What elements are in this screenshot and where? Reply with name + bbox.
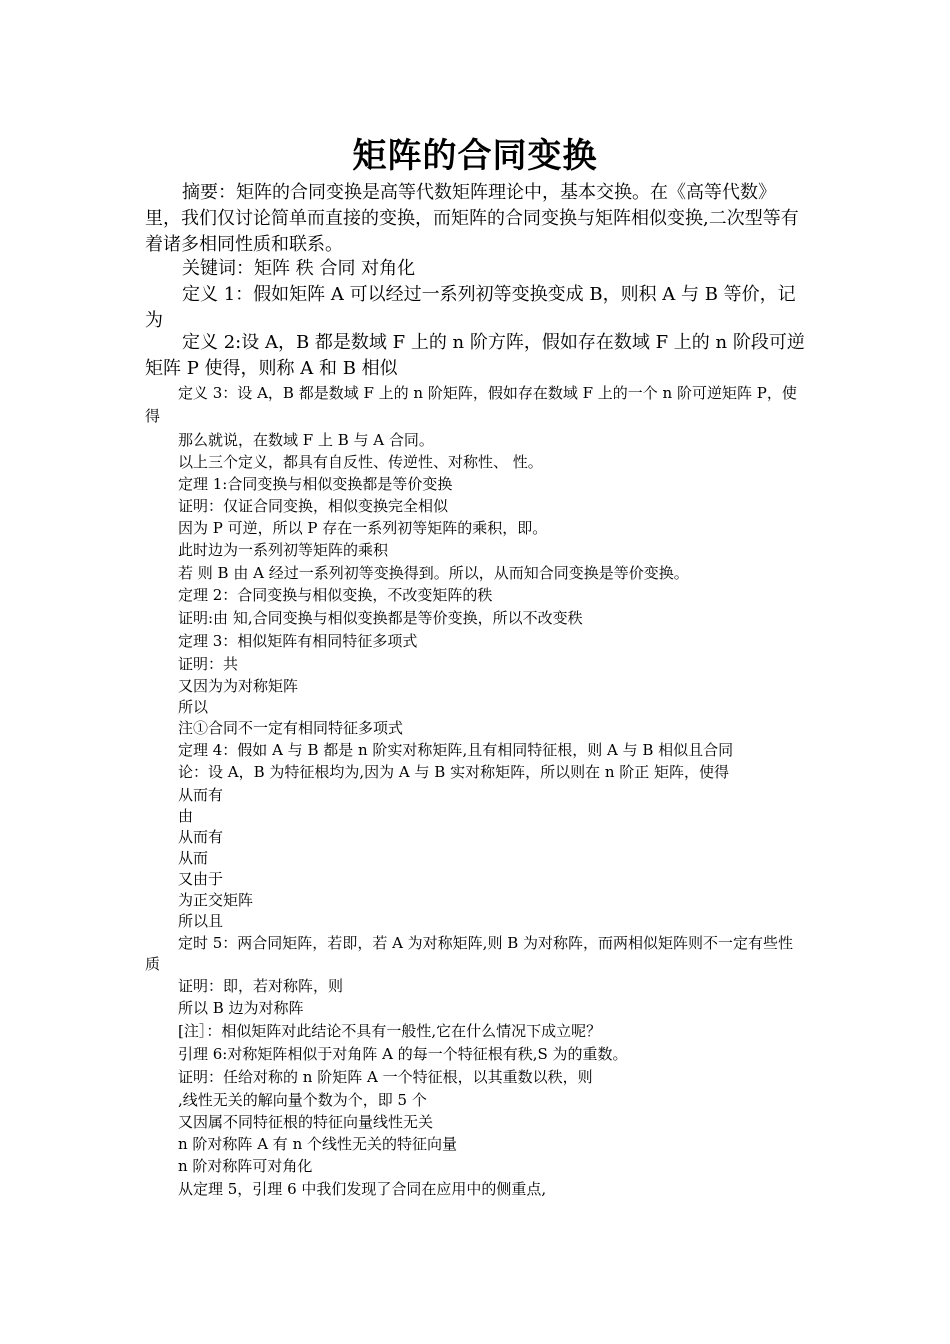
text-line: 以上三个定义，都具有自反性、传逆性、对称性、 性。	[178, 453, 543, 471]
text-line: 又因属不同特征根的特征向量线性无关	[178, 1113, 434, 1131]
text-line: 又由于	[178, 870, 224, 888]
text-line: 若 则 B 由 A 经过一系列初等变换得到。所以，从而知合同变换是等价变换。	[178, 564, 689, 582]
theorem-3: 定理 3：相似矩阵有相同特征多项式	[178, 632, 418, 650]
text-line: 此时边为一系列初等矩阵的乘积	[178, 541, 389, 559]
definition-3: 定义 3：设 A，B 都是数域 F 上的 n 阶矩阵，假如存在数域 F 上的一个 n 阶可逆矩阵 P，使得	[145, 384, 797, 425]
theorem-1: 定理 1:合同变换与相似变换都是等价变换	[178, 475, 453, 493]
text-line: 从定理 5，引理 6 中我们发现了合同在应用中的侧重点,	[178, 1180, 547, 1198]
text-line: n 阶对称阵可对角化	[178, 1157, 313, 1175]
text-line: 从而有	[178, 828, 224, 846]
note-line: [注］：相似矩阵对此结论不具有一般性,它在什么情况下成立呢？	[178, 1022, 602, 1040]
theorem-2: 定理 2：合同变换与相似变换，不改变矩阵的秩	[178, 586, 493, 604]
text-line: 为正交矩阵	[178, 891, 254, 909]
text-line: 所以且	[178, 912, 224, 930]
text-line: ,线性无关的解向量个数为个，即 5 个	[178, 1091, 427, 1109]
text-line: 证明：仅证合同变换，相似变换完全相似	[178, 497, 449, 515]
text-line: 所以	[178, 698, 209, 716]
text-line: 因为 P 可逆，所以 P 存在一系列初等矩阵的乘积，即。	[178, 519, 548, 537]
text-line: 从而	[178, 849, 209, 867]
document-title: 矩阵的合同变换	[352, 136, 598, 176]
keywords-line: 关键词：矩阵 秩 合同 对角化	[182, 258, 416, 279]
text-line: 由	[178, 807, 194, 825]
text-line: 证明：即，若对称阵，则	[178, 977, 344, 995]
text-line: 论：设 A，B 为特征根均为,因为 A 与 B 实对称矩阵，所以则在 n 阶正 矩阵，使得	[178, 763, 730, 781]
text-line: 证明:由 知,合同变换与相似变换都是等价变换，所以不改变秩	[178, 609, 583, 627]
lemma-6: 引理 6:对称矩阵相似于对角阵 A 的每一个特征根有秩,S 为的重数。	[178, 1045, 628, 1063]
abstract-paragraph: 摘要：矩阵的合同变换是高等代数矩阵理论中，基本交换。在《高等代数》里，我们仅讨论简单而直接的变换，而矩阵的合同变换与矩阵相似变换,二次型等有着诸多相同性质和联系。	[145, 182, 799, 255]
note-line: 注①合同不一定有相同特征多项式	[178, 719, 404, 737]
text-line: 那么就说，在数域 F 上 B 与 A 合同。	[178, 431, 434, 449]
definition-2: 定义 2:设 A，B 都是数域 F 上的 n 阶方阵，假如存在数域 F 上的 n 阶段可逆矩阵 P 使得，则称 A 和 B 相似	[145, 332, 805, 379]
text-line: 证明：任给对称的 n 阶矩阵 A 一个特征根，以其重数以秩，则	[178, 1068, 593, 1086]
text-line: n 阶对称阵 A 有 n 个线性无关的特征向量	[178, 1135, 457, 1153]
text-line: 证明：共	[178, 655, 239, 673]
text-line: 所以 B 边为对称阵	[178, 999, 304, 1017]
text-line: 从而有	[178, 786, 224, 804]
theorem-4: 定理 4：假如 A 与 B 都是 n 阶实对称矩阵,且有相同特征根，则 A 与 B 相似且合同	[178, 741, 734, 759]
definition-1: 定义 1：假如矩阵 A 可以经过一系列初等变换变成 B，则积 A 与 B 等价，记为	[145, 284, 796, 331]
text-line: 又因为为对称矩阵	[178, 677, 299, 695]
theorem-5: 定时 5：两合同矩阵，若即，若 A 为对称矩阵,则 B 为对称阵，而两相似矩阵则不一定有些性质	[145, 934, 794, 973]
